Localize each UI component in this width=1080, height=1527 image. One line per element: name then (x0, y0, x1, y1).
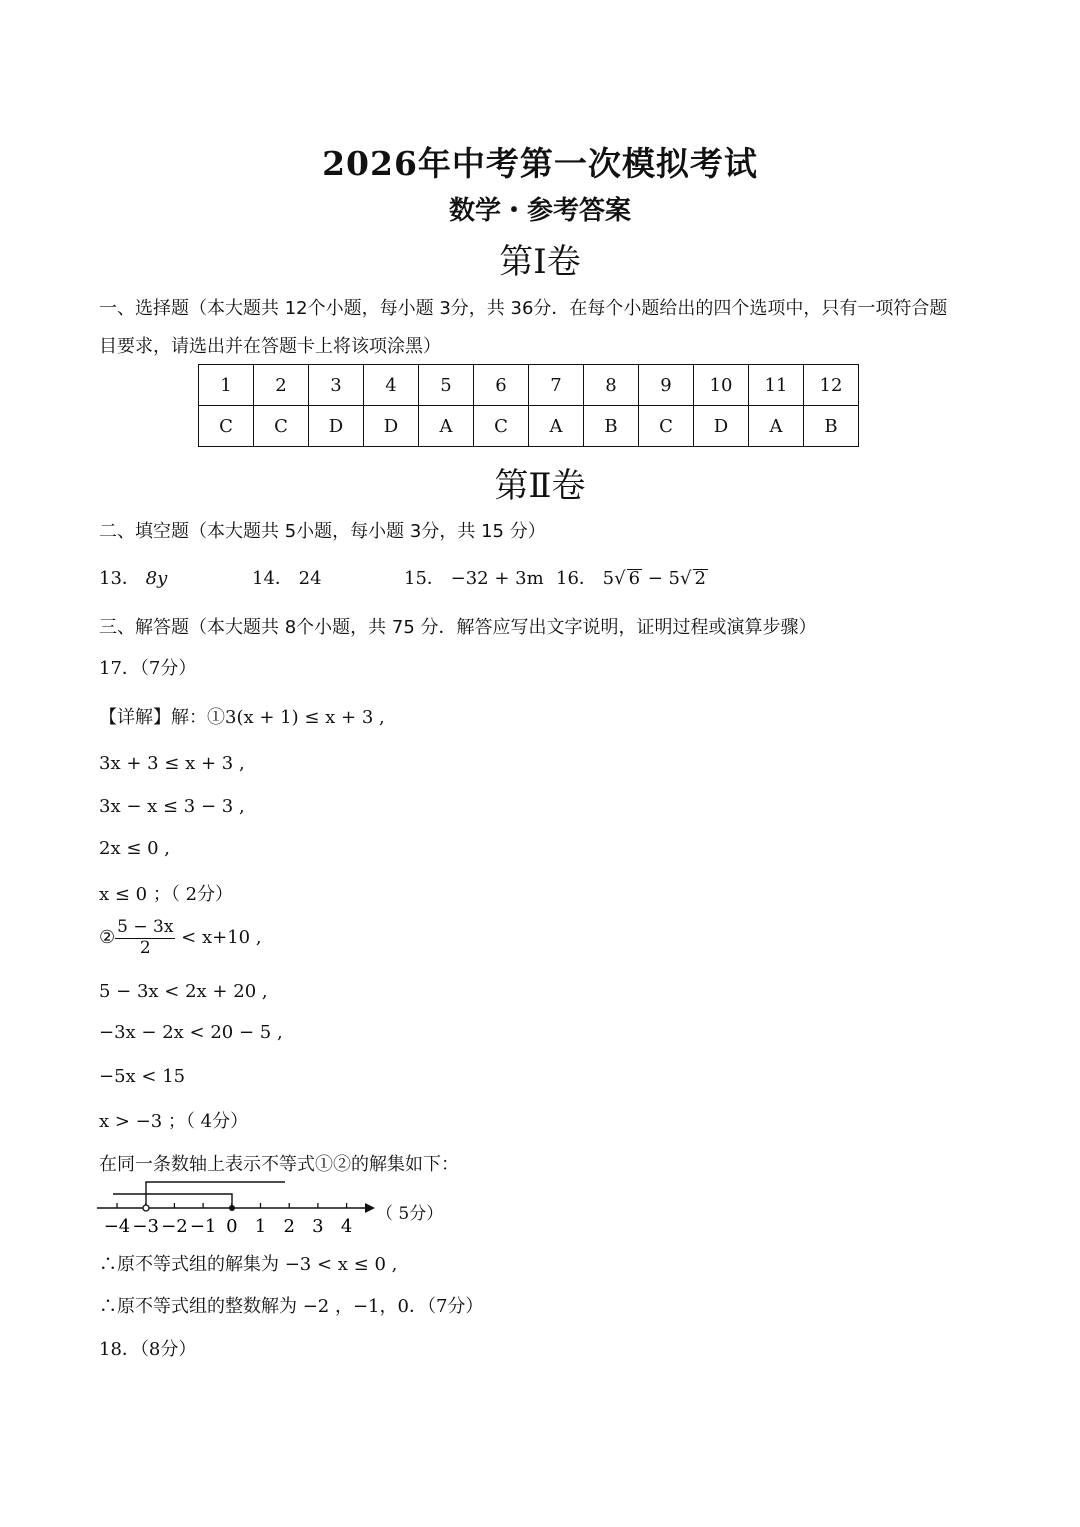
fill-answer-13 (99, 564, 167, 590)
fraction (115, 918, 175, 958)
step-line: −3x − 2x < 20 − 5 , (99, 1022, 283, 1043)
number-line-score: （ 5分） (376, 1204, 444, 1224)
fraction-numerator: 5 − 3x (117, 917, 174, 937)
section2-heading: 二、填空题（本大题共 5小题，每小题 3分，共 15 分） (99, 521, 546, 542)
question-number: 4 (364, 365, 419, 406)
number-line-tick-label: 1 (254, 1216, 267, 1237)
answer-cell: A (749, 406, 804, 447)
answer-table-number-row (199, 365, 859, 406)
fill-answer-14 (252, 564, 322, 590)
inequality-2-rest: < x+10 , (181, 927, 262, 949)
fill-number: 14． (252, 568, 293, 589)
radicand: 2 (694, 568, 706, 589)
answer-cell: A (529, 406, 584, 447)
question-number: 9 (639, 365, 694, 406)
question-number: 5 (419, 365, 474, 406)
solution-set-x-le-0 (113, 1194, 232, 1208)
question-number: 3 (309, 365, 364, 406)
answer-cell: B (804, 406, 859, 447)
fill-answer-coef: 5 (602, 568, 615, 589)
page-title: 2026年中考第一次模拟考试 (322, 144, 758, 183)
fill-answer-15 (404, 564, 544, 590)
fill-number: 16． (556, 568, 597, 589)
answer-table (198, 364, 859, 447)
section1-heading-line1: 一、选择题（本大题共 12个小题，每小题 3分，共 36分．在每个小题给出的四个选项中，只有一项符合题 (99, 298, 948, 319)
fill-number: 15． (404, 568, 445, 589)
detail-prefix: 【详解】解：① (99, 707, 225, 728)
step-line: 5 − 3x < 2x + 20 , (99, 981, 268, 1002)
question-number: 6 (474, 365, 529, 406)
question-number: 10 (694, 365, 749, 406)
fraction-denominator: 2 (139, 937, 151, 958)
answer-cell: D (364, 406, 419, 447)
question-number: 2 (254, 365, 309, 406)
question-number: 1 (199, 365, 254, 406)
inequality-1: 3(x + 1) ≤ x + 3 , (225, 707, 385, 728)
answer-cell: C (474, 406, 529, 447)
q17-label: 17．（7分） (99, 658, 197, 679)
number-line-tick-label: 4 (340, 1216, 353, 1237)
answer-table-answer-row (199, 406, 859, 447)
answer-cell: C (639, 406, 694, 447)
number-line (97, 1176, 397, 1240)
inequality-2-prefix: ② (99, 927, 116, 949)
fill-answer-16 (556, 564, 708, 590)
volume-2-heading: 第Ⅱ卷 (494, 466, 586, 506)
solution-set-x-gt-neg3 (146, 1182, 285, 1208)
q18-label: 18．（8分） (99, 1339, 197, 1360)
open-point (143, 1205, 149, 1211)
number-line-intro: 在同一条数轴上表示不等式①②的解集如下： (99, 1154, 459, 1175)
number-line-tick-label: 2 (283, 1216, 295, 1237)
number-line-tick-label: −2 (161, 1216, 188, 1237)
inequality-2 (99, 918, 262, 958)
number-line-tick-label: 0 (226, 1216, 238, 1237)
q17-detail (99, 703, 385, 729)
fill-answer: 24 (298, 568, 322, 589)
closed-point (229, 1205, 235, 1211)
fill-answer: 8y (145, 568, 168, 589)
question-number: 7 (529, 365, 584, 406)
volume-1-heading: 第Ⅰ卷 (499, 242, 581, 282)
step-line: x > −3 ；（ 4分） (99, 1111, 249, 1132)
step-line: 3x − x ≤ 3 − 3 , (99, 796, 245, 817)
step-line: 2x ≤ 0 , (99, 838, 171, 859)
radical-sign: √ (614, 568, 626, 589)
answer-cell: D (309, 406, 364, 447)
answer-cell: B (584, 406, 639, 447)
arrow-icon (365, 1203, 375, 1213)
fill-number: 13． (99, 568, 140, 589)
number-line-tick-label: −1 (189, 1216, 217, 1237)
conclusion-integer-solutions: ∴原不等式组的整数解为 −2 ，−1，0．（7分） (99, 1296, 484, 1317)
page-subtitle: 数学・参考答案 (448, 196, 631, 226)
conclusion-solution-set: ∴原不等式组的解集为 −3 < x ≤ 0 , (99, 1254, 398, 1275)
step-line: x ≤ 0 ；（ 2分） (99, 884, 234, 905)
radical-sign: √ (680, 568, 692, 589)
fill-answer-minus: − 5 (642, 568, 681, 589)
number-line-tick-label: −4 (103, 1216, 131, 1237)
section3-heading: 三、解答题（本大题共 8个小题，共 75 分．解答应写出文字说明，证明过程或演算步骤） (99, 617, 817, 638)
question-number: 12 (804, 365, 859, 406)
step-line: −5x < 15 (99, 1066, 186, 1087)
section1-heading-line2: 目要求，请选出并在答题卡上将该项涂黑） (99, 336, 441, 357)
answer-cell: C (199, 406, 254, 447)
answer-cell: C (254, 406, 309, 447)
number-line-tick-label: −3 (132, 1216, 159, 1237)
number-line-tick-label: 3 (312, 1216, 324, 1237)
answer-cell: A (419, 406, 474, 447)
question-number: 11 (749, 365, 804, 406)
question-number: 8 (584, 365, 639, 406)
fill-answer: −32 + 3m (450, 568, 544, 589)
radicand: 6 (628, 568, 641, 589)
step-line: 3x + 3 ≤ x + 3 , (99, 753, 245, 774)
answer-cell: D (694, 406, 749, 447)
